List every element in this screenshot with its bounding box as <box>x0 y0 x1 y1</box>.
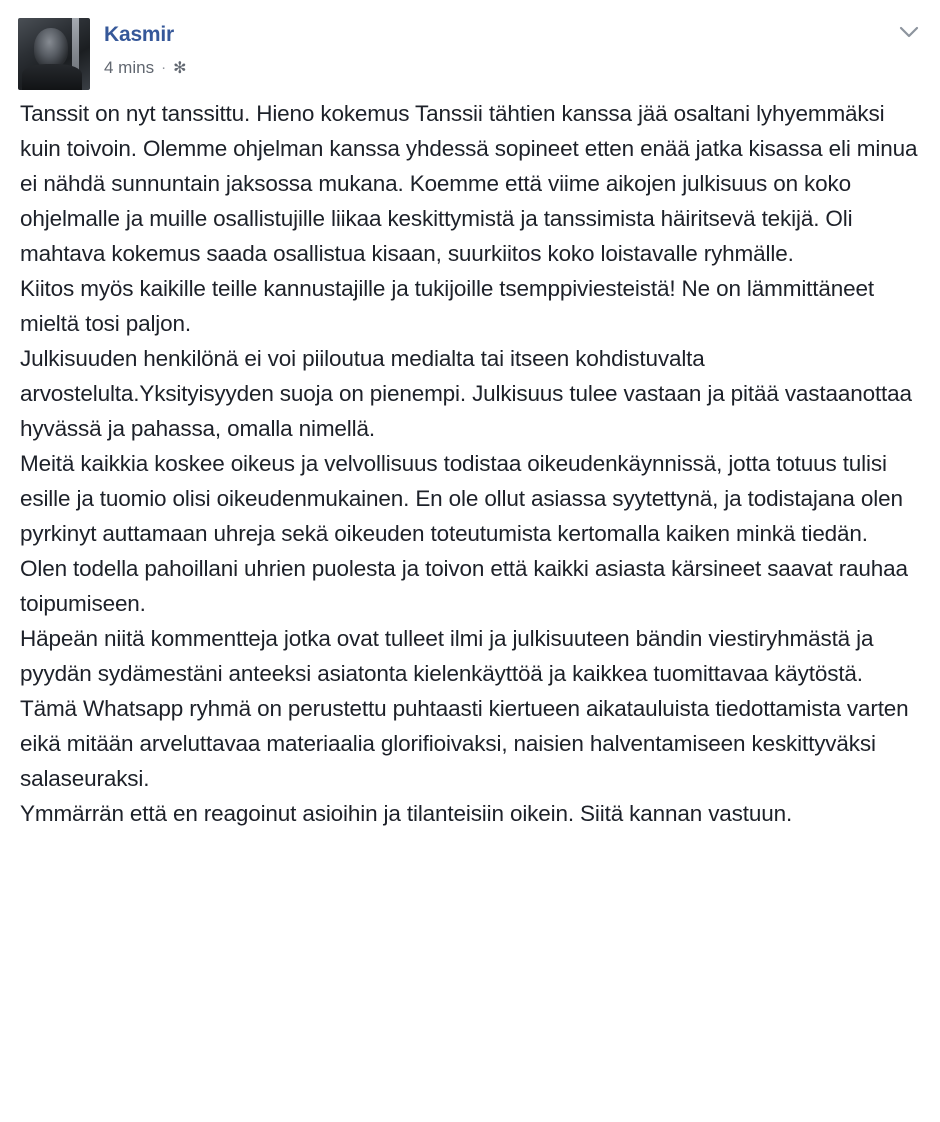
post-paragraph: Tanssit on nyt tanssittu. Hieno kokemus Tanssii tähtien kanssa jää osaltani lyhyemmäksi kuin toivoin. Olemme ohjelman kanssa yhdessä sopineet etten enää jatka kisassa eli minua ei nähdä sunnuntain jaksossa mukana. Koemme että viime aikojen julkisuus on koko ohjelmalle ja muille osallistujille liikaa keskittymistä ja tanssimista häiritsevä tekijä. Oli mahtava kokemus saada osallistua kisaan, suurkiitos koko loistavalle ryhmälle. <box>20 101 918 266</box>
post-paragraph: Ymmärrän että en reagoinut asioihin ja tilanteisiin oikein. Siitä kannan vastuun. <box>20 801 793 826</box>
avatar[interactable] <box>18 18 90 90</box>
post-header-text <box>104 18 190 79</box>
post-paragraph: Julkisuuden henkilönä ei voi piiloutua medialta tai itseen kohdistuvalta arvostelulta.Yksityisyyden suoja on pienempi. Julkisuus tulee vastaan ja pitää vastaanottaa hyvässä ja pahassa, omalla nimellä. <box>20 346 912 441</box>
globe-icon[interactable]: ✻ <box>173 59 187 77</box>
post-author-name[interactable]: Kasmir <box>104 23 175 46</box>
post-paragraph: Kiitos myös kaikille teille kannustajille ja tukijoille tsemppiviesteistä! Ne on lämmittäneet mieltä tosi paljon. <box>20 276 874 336</box>
post-meta <box>104 57 190 79</box>
avatar-highlight <box>72 18 79 90</box>
post-header <box>0 0 940 90</box>
post-message <box>0 90 940 831</box>
chevron-down-icon[interactable] <box>896 22 922 42</box>
post-paragraph: Häpeän niitä kommentteja jotka ovat tulleet ilmi ja julkisuuteen bändin viestiryhmästä ja pyydän sydämestäni anteeksi asiatonta kielenkäyttöä ja kaikkea tuomittavaa käytöstä. Tämä Whatsapp ryhmä on perustettu puhtaasti kiertueen aikatauluista tiedottamista varten eikä mitään arveluttavaa materiaalia glorifioivaksi, naisien halventamiseen keskittyväksi salaseuraksi. <box>20 626 909 791</box>
post-paragraph: Meitä kaikkia koskee oikeus ja velvollisuus todistaa oikeudenkäynnissä, jotta totuus tulisi esille ja tuomio olisi oikeudenmukainen. En ole ollut asiassa syytettynä, ja todistajana olen pyrkinyt auttamaan uhreja sekä oikeuden toteutumista kertomalla kaiken minkä tiedän. Olen todella pahoillani uhrien puolesta ja toivon että kaikki asiasta kärsineet saavat rauhaa toipumiseen. <box>20 451 908 616</box>
post-timestamp[interactable]: 4 mins <box>104 58 155 77</box>
meta-separator: · <box>161 59 167 76</box>
